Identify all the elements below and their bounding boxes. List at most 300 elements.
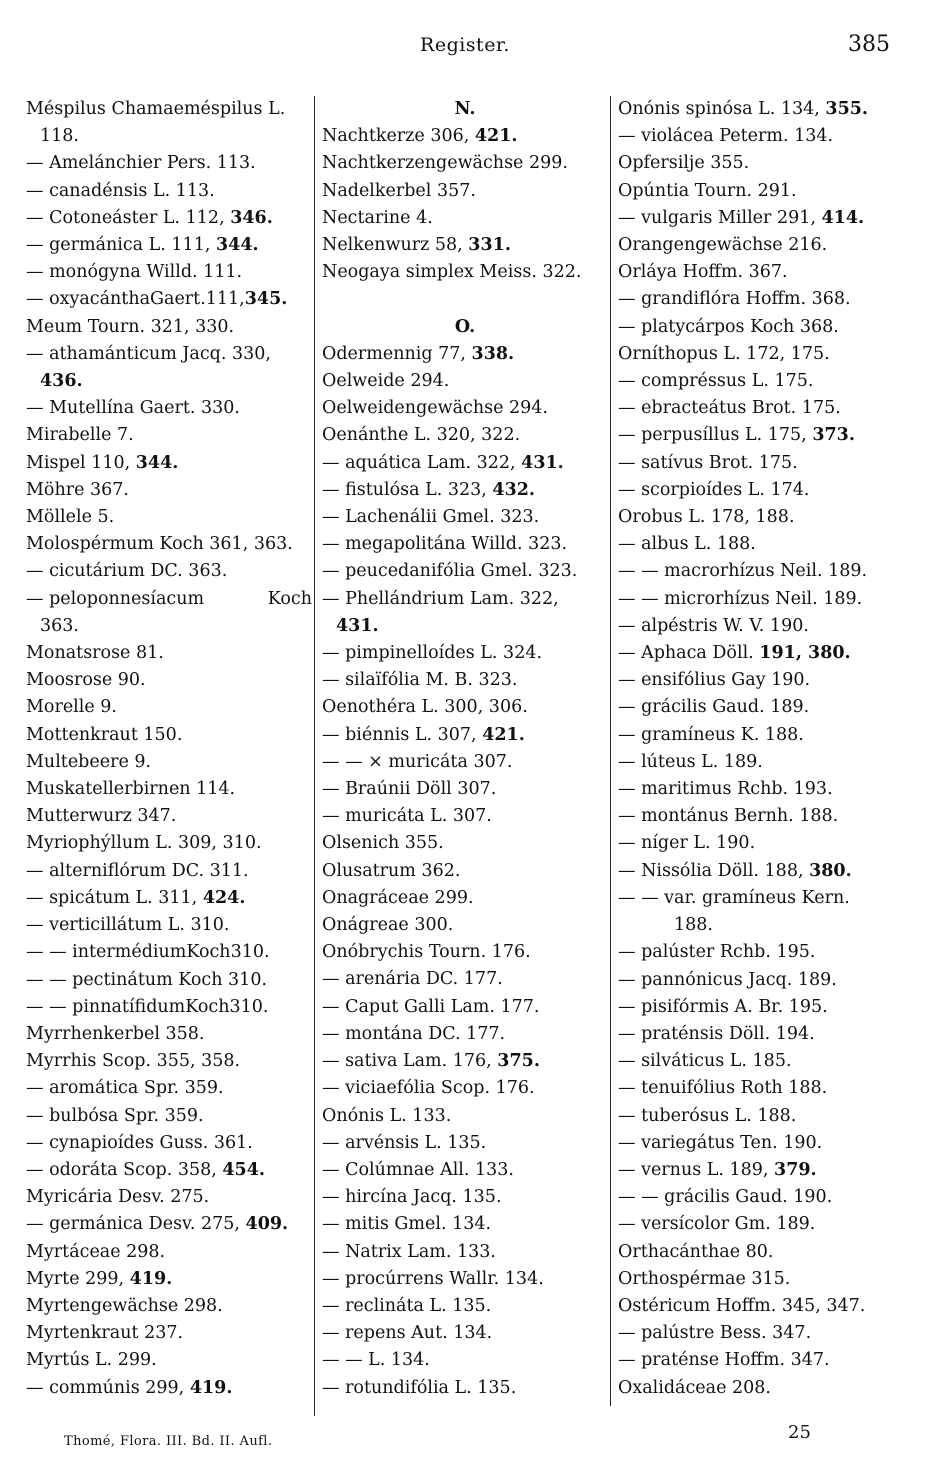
index-entry: [618, 259, 908, 286]
index-entry: [618, 912, 908, 939]
index-entry: [322, 558, 608, 585]
entry-text: Myrrhis Scop. 355, 358.: [26, 1051, 241, 1072]
entry-text: Mottenkraut 150.: [26, 724, 183, 745]
index-entry: [322, 422, 608, 449]
index-entry: [26, 205, 312, 232]
entry-text: — — pinnatífidumKoch310.: [26, 996, 269, 1017]
index-entry: [26, 232, 312, 259]
entry-main-page-ref: 419.: [189, 1377, 233, 1398]
entry-text: — hircína Jacq. 135.: [322, 1187, 502, 1208]
index-entry: [26, 504, 312, 531]
entry-text: Onóbrychis Tourn. 176.: [322, 942, 531, 963]
index-entry: [26, 1320, 312, 1347]
entry-text: Orníthopus L. 172, 175.: [618, 343, 830, 364]
index-entry: [618, 368, 908, 395]
index-entry: [618, 613, 908, 640]
index-entry: [26, 1075, 312, 1102]
index-entry: [26, 640, 312, 667]
entry-text: — canadénsis L. 113.: [26, 180, 215, 201]
index-entry: [322, 885, 608, 912]
index-entry: [618, 830, 908, 857]
entry-text: — grácilis Gaud. 189.: [618, 697, 810, 718]
index-entry: [26, 341, 312, 368]
entry-text: Oelweidengewächse 294.: [322, 398, 548, 419]
entry-text: Ostéricum Hoffm. 345, 347.: [618, 1295, 866, 1316]
entry-main-page-ref: 414.: [821, 207, 865, 228]
entry-main-page-ref: 338.: [471, 343, 515, 364]
entry-text: — — pectinátum Koch 310.: [26, 969, 268, 990]
index-entry: [618, 1347, 908, 1374]
index-entry: [26, 586, 312, 613]
entry-text: — aromática Spr. 359.: [26, 1078, 224, 1099]
index-entry: [26, 858, 312, 885]
entry-text: 188.: [674, 915, 713, 936]
entry-text: — peucedanifólia Gmel. 323.: [322, 561, 578, 582]
entry-main-page-ref: 380.: [809, 860, 852, 881]
index-entry: [26, 967, 312, 994]
entry-text: — Mutellína Gaert. 330.: [26, 398, 240, 419]
index-entry: [26, 613, 312, 640]
index-entry: [322, 368, 608, 395]
entry-text: — tenuifólius Roth 188.: [618, 1078, 828, 1099]
index-entry: [618, 232, 908, 259]
entry-main-page-ref: 421.: [482, 724, 525, 745]
index-entry: [618, 178, 908, 205]
entry-text: — vulgaris Miller 291,: [618, 207, 822, 228]
entry-main-page-ref: 191, 380.: [759, 643, 851, 664]
entry-text: — compréssus L. 175.: [618, 371, 814, 392]
index-entry: [618, 314, 908, 341]
entry-main-page-ref: 431.: [336, 615, 379, 636]
entry-text: Nelkenwurz 58,: [322, 235, 469, 256]
entry-text: — silváticus L. 185.: [618, 1051, 792, 1072]
entry-text: Moosrose 90.: [26, 670, 146, 691]
index-entry: [618, 504, 908, 531]
entry-text: Mirabelle 7.: [26, 425, 134, 446]
index-entry: [26, 776, 312, 803]
index-entry: [322, 1266, 608, 1293]
entry-text: — Caput Galli Lam. 177.: [322, 996, 540, 1017]
entry-text: — Phellándrium Lam. 322,: [322, 588, 559, 609]
entry-text: — Cotoneáster L. 112,: [26, 207, 231, 228]
index-entry: [618, 939, 908, 966]
entry-text: — praténse Hoffm. 347.: [618, 1350, 830, 1371]
index-entry: [618, 1075, 908, 1102]
entry-text: — tuberósus L. 188.: [618, 1105, 797, 1126]
index-entry: [26, 477, 312, 504]
index-column-1: [26, 96, 312, 1402]
entry-text: — ensifólius Gay 190.: [618, 670, 811, 691]
index-entry: [618, 1021, 908, 1048]
entry-text: — athamánticum Jacq. 330,: [26, 343, 271, 364]
entry-text: Myriophýllum L. 309, 310.: [26, 833, 262, 854]
entry-text: — montána DC. 177.: [322, 1023, 506, 1044]
entry-main-page-ref: 344.: [215, 235, 259, 256]
entry-text: — — × muricáta 307.: [322, 751, 513, 772]
entry-text: Muskatellerbirnen 114.: [26, 779, 236, 800]
entry-text: — rotundifólia L. 135.: [322, 1377, 517, 1398]
entry-text: Nadelkerbel 357.: [322, 180, 476, 201]
entry-main-page-ref: 355.: [825, 99, 869, 119]
index-entry: [618, 558, 908, 585]
entry-text: — Amelánchier Pers. 113.: [26, 153, 256, 174]
index-entry: [322, 1184, 608, 1211]
entry-text: Multebeere 9.: [26, 751, 152, 772]
entry-text: Orláya Hoffm. 367.: [618, 262, 788, 283]
entry-text: — pisifórmis A. Br. 195.: [618, 996, 828, 1017]
entry-text: — satívus Brot. 175.: [618, 452, 798, 473]
index-entry: [322, 205, 608, 232]
index-entry: [618, 994, 908, 1021]
index-entry: [26, 259, 312, 286]
entry-text: — megapolitána Willd. 323.: [322, 534, 568, 555]
entry-text: Myrte 299,: [26, 1268, 130, 1289]
entry-text: — peloponnesíacum: [26, 588, 205, 609]
entry-text: — muricáta L. 307.: [322, 806, 492, 827]
index-entry: [26, 912, 312, 939]
index-entry: [26, 1103, 312, 1130]
index-column-3: [618, 96, 908, 1402]
entry-text: Möllele 5.: [26, 507, 115, 528]
entry-main-page-ref: 436.: [40, 371, 83, 392]
index-entry: [618, 1130, 908, 1157]
entry-text: — palúster Rchb. 195.: [618, 942, 816, 963]
index-entry: [26, 1347, 312, 1374]
entry-text: — arvénsis L. 135.: [322, 1132, 487, 1153]
entry-text: — — intermédiumKoch310.: [26, 942, 270, 963]
index-entry: [26, 1130, 312, 1157]
index-entry: [618, 1293, 908, 1320]
entry-author: Koch: [267, 588, 312, 609]
entry-text: — alterniflórum DC. 311.: [26, 860, 249, 881]
entry-text: — grandiflóra Hoffm. 368.: [618, 289, 851, 310]
entry-text: — Nissólia Döll. 188,: [618, 860, 810, 881]
section-letter-heading: O.: [454, 316, 476, 337]
index-entry: [322, 1293, 608, 1320]
index-entry: [618, 205, 908, 232]
entry-text: Meum Tourn. 321, 330.: [26, 316, 235, 337]
entry-text: Opfersilje 355.: [618, 153, 750, 174]
index-entry: [322, 1320, 608, 1347]
entry-main-page-ref: 373.: [812, 425, 855, 446]
index-entry: [322, 613, 608, 640]
entry-text: — aquática Lam. 322,: [322, 452, 522, 473]
index-entry: [618, 694, 908, 721]
entry-text: — variegátus Ten. 190.: [618, 1132, 823, 1153]
index-entry: [26, 531, 312, 558]
entry-text: — pannónicus Jacq. 189.: [618, 969, 837, 990]
entry-text: — — grácilis Gaud. 190.: [618, 1187, 833, 1208]
index-entry: [618, 749, 908, 776]
entry-text: — — macrorhízus Neil. 189.: [618, 561, 868, 582]
entry-text: — Aphaca Döll.: [618, 643, 760, 664]
index-entry: [322, 259, 608, 286]
section-letter-heading: N.: [454, 99, 476, 119]
index-entry: [26, 422, 312, 449]
index-entry: [618, 286, 908, 313]
entry-text: Myrtáceae 298.: [26, 1241, 166, 1262]
entry-main-page-ref: 331.: [468, 235, 511, 256]
index-entry: [322, 966, 608, 993]
entry-text: Odermennig 77,: [322, 343, 472, 364]
entry-text: — alpéstris W. V. 190.: [618, 615, 809, 636]
signature-mark: 25: [788, 1422, 811, 1443]
index-entry: [618, 967, 908, 994]
column-divider: [610, 96, 611, 1406]
index-entry: [618, 1375, 908, 1402]
entry-text: — vernus L. 189,: [618, 1159, 775, 1180]
entry-main-page-ref: 419.: [129, 1268, 173, 1289]
entry-text: 363.: [40, 615, 79, 636]
entry-text: Oenánthe L. 320, 322.: [322, 425, 521, 446]
index-entry: [322, 830, 608, 857]
index-entry: [618, 586, 908, 613]
index-entry: [618, 1048, 908, 1075]
index-entry: [26, 1021, 312, 1048]
index-entry: [618, 1239, 908, 1266]
index-entry: [322, 504, 608, 531]
entry-text: Onagráceae 299.: [322, 887, 474, 908]
entry-text: — Natrix Lam. 133.: [322, 1241, 496, 1262]
index-entry: [618, 477, 908, 504]
index-entry: [322, 939, 608, 966]
index-entry: [618, 1157, 908, 1184]
column-divider: [314, 96, 315, 1416]
entry-text: — cynapioídes Guss. 361.: [26, 1132, 253, 1153]
index-entry: [26, 885, 312, 912]
index-entry: [322, 150, 608, 177]
entry-text: — mitis Gmel. 134.: [322, 1214, 492, 1235]
running-header-title: Register.: [420, 34, 510, 56]
entry-text: — pimpinelloídes L. 324.: [322, 643, 543, 664]
index-entry: [322, 858, 608, 885]
index-entry: [322, 1021, 608, 1048]
entry-main-page-ref: 421.: [474, 126, 518, 147]
entry-text: Orangengewächse 216.: [618, 235, 828, 256]
index-entry: [26, 1239, 312, 1266]
entry-text: — fistulósa L. 323,: [322, 479, 493, 500]
index-entry: [322, 749, 608, 776]
index-entry: [618, 858, 908, 885]
index-entry: [618, 341, 908, 368]
index-entry: [618, 640, 908, 667]
entry-main-page-ref: 432.: [492, 479, 536, 500]
index-entry: [618, 667, 908, 694]
index-entry: [26, 1293, 312, 1320]
index-entry: [618, 422, 908, 449]
entry-main-page-ref: 344.: [135, 452, 179, 473]
entry-text: — montánus Bernh. 188.: [618, 806, 839, 827]
entry-text: — albus L. 188.: [618, 534, 756, 555]
index-entry: [322, 776, 608, 803]
entry-text: — gramíneus K. 188.: [618, 724, 804, 745]
entry-text: — praténsis Döll. 194.: [618, 1023, 815, 1044]
index-entry: [618, 123, 908, 150]
entry-text: — bulbósa Spr. 359.: [26, 1105, 204, 1126]
index-entry: [26, 803, 312, 830]
index-entry: [26, 694, 312, 721]
index-entry: [322, 667, 608, 694]
index-entry: [322, 912, 608, 939]
entry-text: — platycárpos Koch 368.: [618, 316, 839, 337]
entry-text: Onónis L. 133.: [322, 1105, 452, 1126]
index-column-2: [322, 96, 608, 1402]
entry-text: — palústre Bess. 347.: [618, 1323, 812, 1344]
index-entry: [26, 1157, 312, 1184]
entry-text: — Lachenálii Gmel. 323.: [322, 507, 540, 528]
index-entry: [26, 1048, 312, 1075]
entry-text: — maritimus Rchb. 193.: [618, 779, 833, 800]
entry-text: Méspilus Chamaeméspilus L.: [26, 99, 286, 119]
entry-main-page-ref: 431.: [521, 452, 564, 473]
entry-text: Myrtús L. 299.: [26, 1350, 157, 1371]
entry-text: Opúntia Tourn. 291.: [618, 180, 797, 201]
entry-text: — — microrhízus Neil. 189.: [618, 588, 863, 609]
entry-main-page-ref: 409.: [245, 1214, 289, 1235]
entry-text: — scorpioídes L. 174.: [618, 479, 810, 500]
index-entry: [322, 1347, 608, 1374]
index-entry: [322, 994, 608, 1021]
index-entry: [618, 150, 908, 177]
entry-text: Nachtkerzengewächse 299.: [322, 153, 568, 174]
entry-text: Mutterwurz 347.: [26, 806, 177, 827]
entry-text: — odoráta Scop. 358,: [26, 1159, 223, 1180]
index-entry: [322, 1239, 608, 1266]
index-entry: [322, 586, 608, 613]
entry-text: — ebracteátus Brot. 175.: [618, 398, 841, 419]
index-entry: [322, 531, 608, 558]
index-entry: [26, 667, 312, 694]
index-entry: [322, 722, 608, 749]
entry-text: — germánica Desv. 275,: [26, 1214, 246, 1235]
entry-text: Monatsrose 81.: [26, 643, 164, 664]
index-entry: [322, 694, 608, 721]
entry-main-page-ref: 379.: [774, 1159, 817, 1180]
index-entry: [26, 123, 312, 150]
index-entry: [322, 1375, 608, 1402]
index-entry: [618, 1211, 908, 1238]
entry-text: — — L. 134.: [322, 1350, 430, 1371]
section-gap: [322, 286, 608, 313]
entry-text: — oxyacánthaGaert.111,: [26, 289, 245, 310]
entry-text: Nectarine 4.: [322, 207, 433, 228]
index-entry: [322, 1130, 608, 1157]
index-entry: [322, 1157, 608, 1184]
index-entry: [322, 1211, 608, 1238]
entry-text: — Colúmnae All. 133.: [322, 1159, 514, 1180]
entry-text: Myricária Desv. 275.: [26, 1187, 210, 1208]
entry-main-page-ref: 375.: [497, 1051, 540, 1072]
entry-text: — lúteus L. 189.: [618, 751, 763, 772]
entry-text: Onágreae 300.: [322, 915, 454, 936]
index-entry: [618, 531, 908, 558]
entry-text: 118.: [40, 126, 79, 147]
index-entry: [26, 1211, 312, 1238]
index-entry: [26, 96, 312, 123]
index-entry: [322, 477, 608, 504]
entry-text: — Braúnii Döll 307.: [322, 779, 497, 800]
index-entry: [322, 1103, 608, 1130]
index-entry: [618, 803, 908, 830]
entry-text: — viciaefólia Scop. 176.: [322, 1078, 535, 1099]
index-entry: [618, 1184, 908, 1211]
entry-text: Molospérmum Koch 361, 363.: [26, 534, 293, 555]
index-entry: [618, 1103, 908, 1130]
index-entry: [322, 1048, 608, 1075]
index-entry: [322, 232, 608, 259]
entry-text: Morelle 9.: [26, 697, 117, 718]
entry-text: — níger L. 190.: [618, 833, 756, 854]
index-entry: [26, 314, 312, 341]
entry-text: — procúrrens Wallr. 134.: [322, 1268, 544, 1289]
entry-text: Möhre 367.: [26, 479, 129, 500]
entry-text: Orobus L. 178, 188.: [618, 507, 795, 528]
entry-text: Neogaya simplex Meiss. 322.: [322, 262, 582, 283]
entry-text: Myrtengewächse 298.: [26, 1295, 223, 1316]
entry-text: — verticillátum L. 310.: [26, 915, 230, 936]
index-entry: [26, 150, 312, 177]
index-entry: [618, 776, 908, 803]
entry-text: Myrtenkraut 237.: [26, 1323, 184, 1344]
index-entry: [26, 939, 312, 966]
index-entry: [26, 749, 312, 776]
entry-main-page-ref: 345.: [244, 289, 288, 310]
index-entry: [322, 450, 608, 477]
index-entry: [322, 123, 608, 150]
entry-text: — violácea Peterm. 134.: [618, 126, 834, 147]
index-entry: [322, 640, 608, 667]
entry-text: Onónis spinósa L. 134,: [618, 99, 826, 119]
entry-text: — monógyna Willd. 111.: [26, 262, 243, 283]
entry-text: — silaïfólia M. B. 323.: [322, 670, 518, 691]
entry-text: Oelweide 294.: [322, 371, 450, 392]
index-entry: [322, 395, 608, 422]
index-entry: [26, 1266, 312, 1293]
index-entry: [618, 395, 908, 422]
index-entry: [26, 368, 312, 395]
index-entry: [618, 885, 908, 912]
entry-text: Myrrhenkerbel 358.: [26, 1023, 205, 1044]
entry-text: — germánica L. 111,: [26, 235, 216, 256]
entry-text: — biénnis L. 307,: [322, 724, 483, 745]
entry-text: — repens Aut. 134.: [322, 1323, 493, 1344]
index-entry: [26, 450, 312, 477]
entry-text: — versícolor Gm. 189.: [618, 1214, 816, 1235]
index-entry: [26, 1375, 312, 1402]
entry-main-page-ref: 424.: [202, 887, 246, 908]
index-entry: [618, 450, 908, 477]
index-entry: [618, 722, 908, 749]
index-entry: [618, 1266, 908, 1293]
entry-text: Oenothéra L. 300, 306.: [322, 697, 528, 718]
index-entry: [618, 1320, 908, 1347]
entry-text: — reclináta L. 135.: [322, 1295, 492, 1316]
entry-text: — cicutárium DC. 363.: [26, 561, 228, 582]
entry-text: Orthacánthae 80.: [618, 1241, 774, 1262]
index-entry: [26, 395, 312, 422]
index-entry: [618, 96, 908, 123]
entry-text: Olusatrum 362.: [322, 860, 461, 881]
index-entry: [26, 1184, 312, 1211]
entry-text: Orthospérmae 315.: [618, 1268, 791, 1289]
entry-text: — sativa Lam. 176,: [322, 1051, 498, 1072]
entry-main-page-ref: 346.: [230, 207, 273, 228]
index-entry: [26, 994, 312, 1021]
imprint-footer: Thomé, Flora. III. Bd. II. Aufl.: [64, 1434, 273, 1449]
entry-text: Nachtkerze 306,: [322, 126, 475, 147]
index-entry: [322, 341, 608, 368]
index-entry: [322, 803, 608, 830]
